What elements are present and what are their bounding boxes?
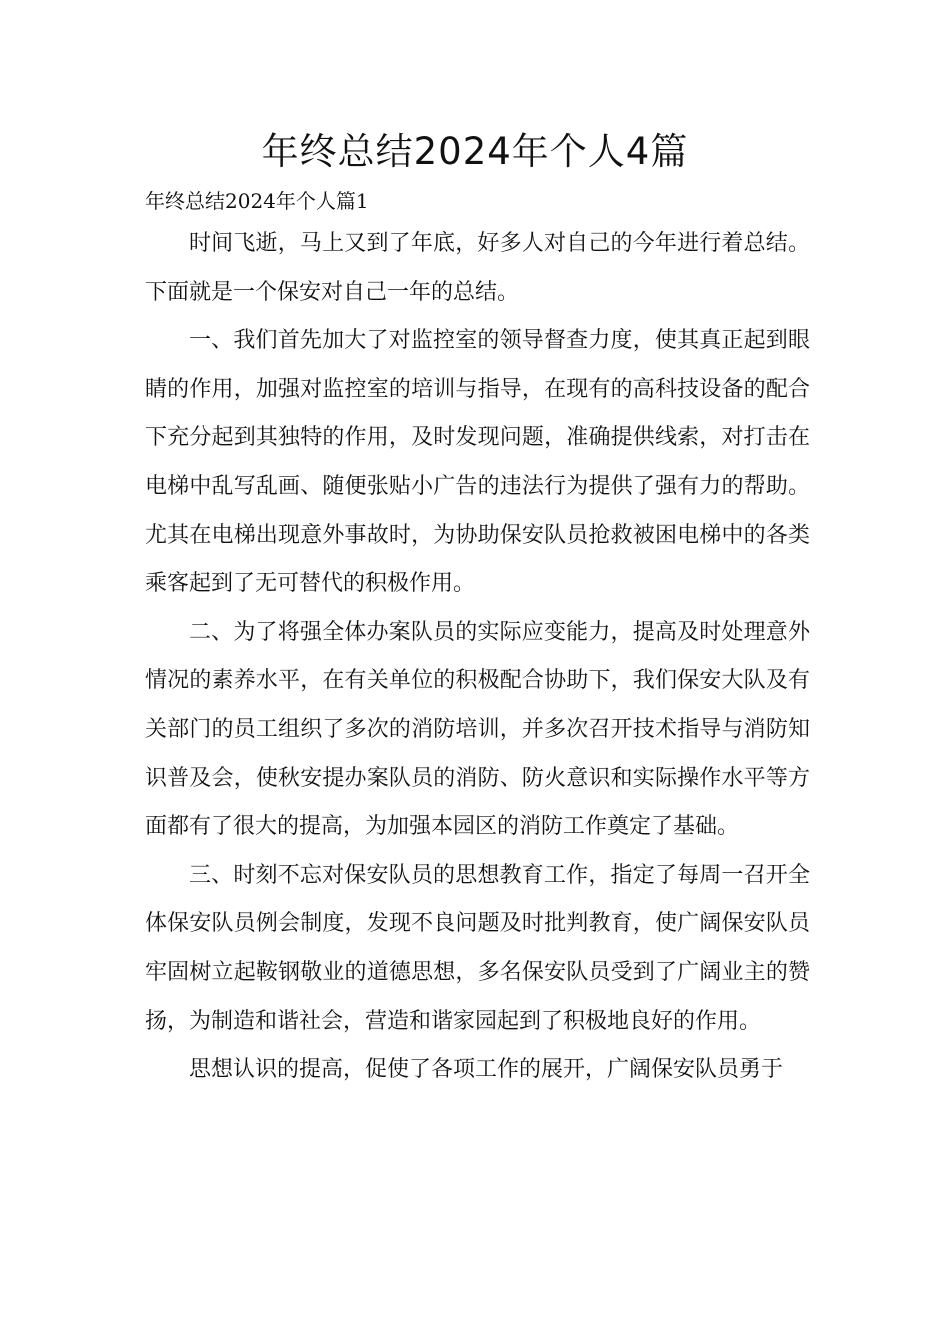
- section-heading: 年终总结2024年个人篇1: [145, 189, 369, 213]
- document-title: 年终总结2024年个人4篇: [261, 130, 689, 173]
- paragraph-point-3: 三、时刻不忘对保安队员的思想教育工作，指定了每周一召开全体保安队员例会制度，发现不良问题及时批判教育，使广阔保安队员牢固树立起鞍钢敬业的道德思想，多名保安队员受到了广阔业主的赞扬，为制造和谐社会，营造和谐家园起到了积极地良好的作用。: [145, 862, 810, 1034]
- paragraph-point-1: 一、我们首先加大了对监控室的领导督查力度，使其真正起到眼睛的作用，加强对监控室的培训与指导，在现有的高科技设备的配合下充分起到其独特的作用，及时发现问题，准确提供线索，对打击在电梯中乱写乱画、随便张贴小广告的违法行为提供了强有力的帮助。尤其在电梯出现意外事故时，为协助保安队员抢救被困电梯中的各类乘客起到了无可替代的积极作用。: [145, 328, 810, 597]
- paragraph-point-2: 二、为了将强全体办案队员的实际应变能力，提高及时处理意外情况的素养水平，在有关单位的积极配合协助下，我们保安大队及有关部门的员工组织了多次的消防培训，并多次召开技术指导与消防知识普及会，使秋安提办案队员的消防、防火意识和实际操作水平等方面都有了很大的提高，为加强本园区的消防工作奠定了基础。: [145, 619, 810, 840]
- paragraph-intro: 时间飞逝，马上又到了年底，好多人对自己的今年进行着总结。下面就是一个保安对自己一年的总结。: [145, 231, 810, 305]
- document-body: [145, 220, 810, 1095]
- paragraph-continued: 思想认识的提高，促使了各项工作的展开，广阔保安队员勇于: [189, 1057, 784, 1083]
